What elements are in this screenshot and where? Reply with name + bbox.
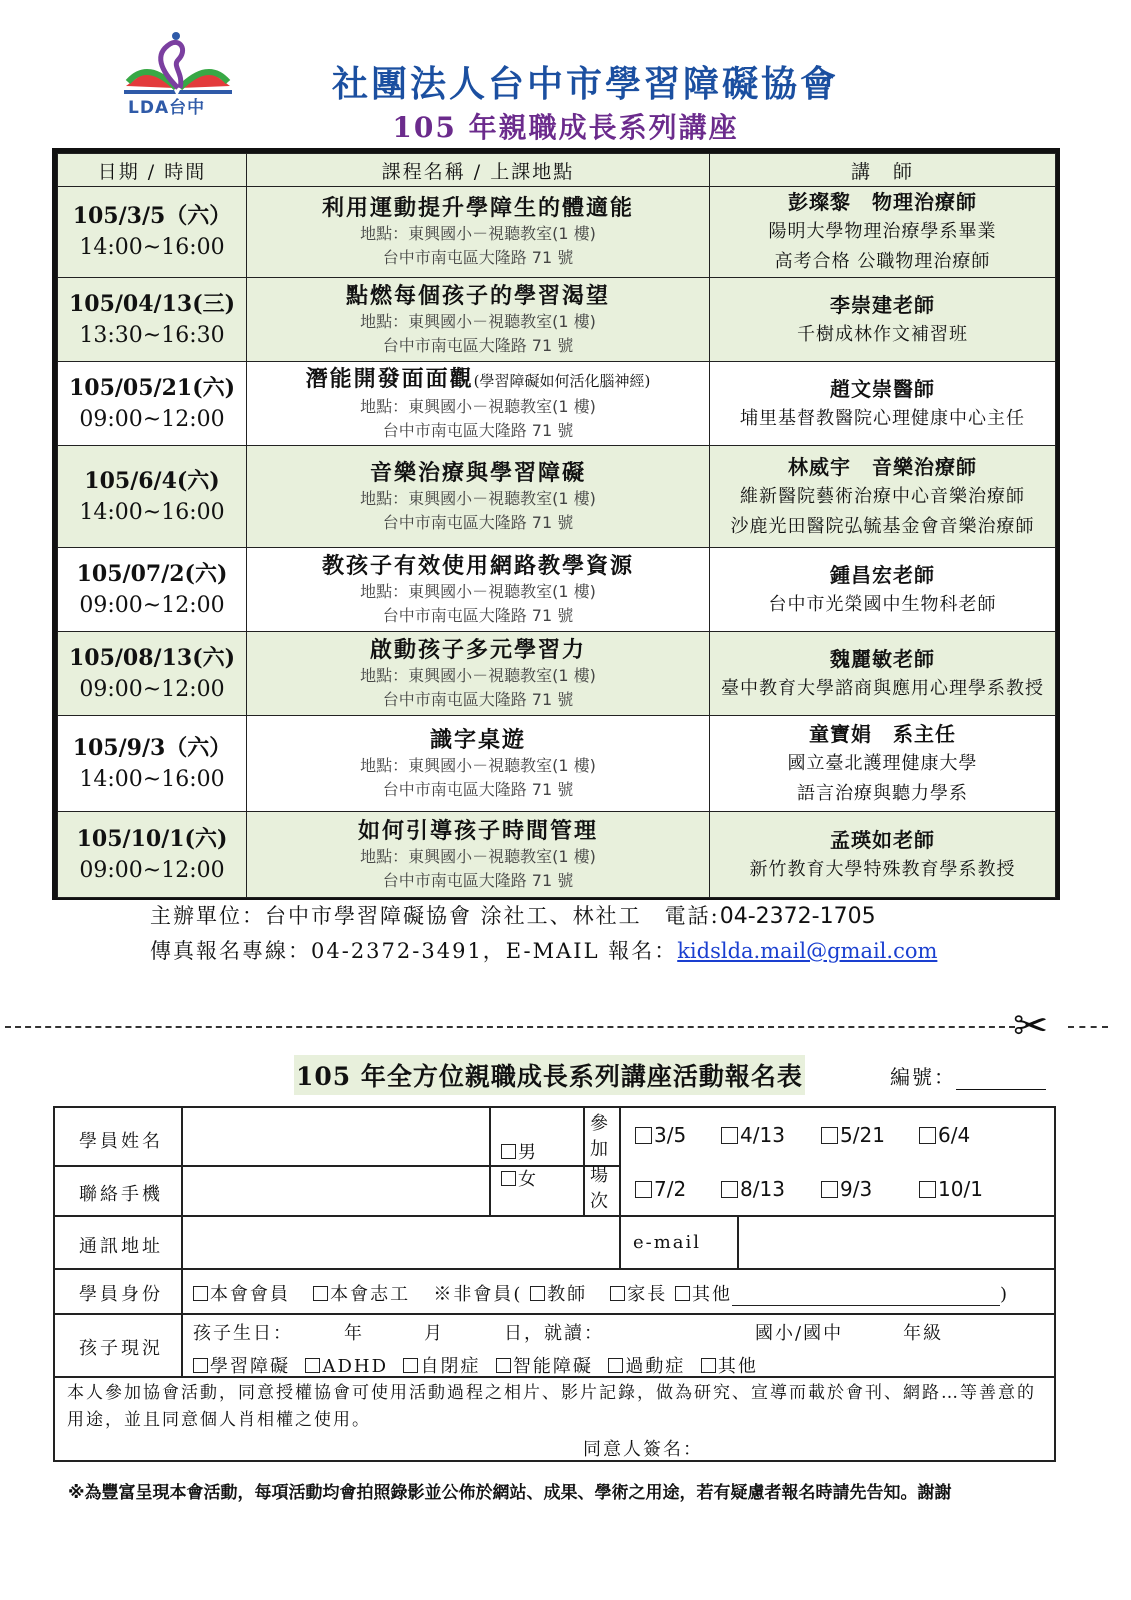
address-label: 通訊地址 <box>79 1236 163 1257</box>
schedule-row <box>58 548 1056 632</box>
session-checkbox[interactable] <box>721 1181 738 1198</box>
condition-other-field[interactable] <box>758 1360 984 1378</box>
schedule-lecturer-cell <box>710 632 1056 716</box>
form-serial <box>890 1061 1046 1090</box>
cut-line <box>5 1026 1015 1028</box>
location-line-2: 台中市南屯區大隆路 71 號 <box>382 779 574 799</box>
schedule-lecturer-cell <box>710 446 1056 548</box>
lecturer-name: 李崇建老師 <box>830 292 935 317</box>
header-date: 日期 / 時間 <box>58 154 247 187</box>
course-title: 教孩子有效使用網路教學資源 <box>321 552 634 579</box>
schedule-course-cell <box>247 632 710 716</box>
contact-organizer <box>150 900 876 930</box>
org-title: 社團法人台中市學習障礙協會 <box>331 63 839 105</box>
identity-nonmember-text: ※非會員( <box>433 1284 523 1305</box>
volunteer-checkbox[interactable] <box>313 1286 328 1301</box>
schedule-lecturer-cell <box>710 278 1056 362</box>
schedule-row <box>58 812 1056 898</box>
location-line-2: 台中市南屯區大隆路 71 號 <box>382 248 574 267</box>
course-note: (學習障礙如何活化腦神經) <box>473 371 651 390</box>
session-option-10-1[interactable]: 10/1 <box>919 1177 983 1201</box>
session-checkbox[interactable] <box>635 1127 652 1144</box>
course-title: 啟動孩子多元學習力 <box>369 636 586 663</box>
condition-checkbox[interactable] <box>403 1358 418 1373</box>
location-line-2: 台中市南屯區大隆路 71 號 <box>382 420 574 440</box>
session-option-4-13[interactable]: 4/13 <box>721 1123 785 1147</box>
session-time: 13:30~16:30 <box>79 322 225 348</box>
cut-line-end <box>1068 1026 1108 1028</box>
signature-row <box>583 1435 969 1461</box>
lecturer-title: 台中市光榮國中生物科老師 <box>768 593 997 615</box>
signature-field[interactable] <box>703 1443 969 1461</box>
condition-adhd-option[interactable]: ADHD <box>305 1356 388 1377</box>
lecturer-title: 千樹成林作文補習班 <box>797 323 968 345</box>
condition-id-option[interactable]: 智能障礙 <box>496 1356 593 1377</box>
location-line-1: 地點：東興國小－視聽教室(1 樓) <box>360 755 596 775</box>
schedule-date-cell <box>58 187 247 278</box>
identity-options: 本會會員 本會志工 ※非會員( 教師 家長 其他 ) <box>193 1280 1009 1306</box>
lecturer-title: 埔里基督教醫院心理健康中心主任 <box>740 407 1025 429</box>
registration-form <box>53 1106 1056 1462</box>
lecturer-title: 國立臺北護理健康大學 <box>787 752 978 774</box>
identity-member-option[interactable]: 本會會員 <box>193 1284 290 1305</box>
phone-field[interactable] <box>183 1166 488 1214</box>
gender-male-option[interactable]: 男 <box>501 1138 538 1164</box>
condition-other-option[interactable]: 其他 <box>701 1356 758 1377</box>
identity-other-option[interactable]: 其他 <box>675 1284 732 1305</box>
location-line-1: 地點：東興國小－視聽教室(1 樓) <box>360 311 596 331</box>
session-option-8-13[interactable]: 8/13 <box>721 1177 785 1201</box>
gender-female-option[interactable]: 女 <box>501 1165 538 1191</box>
organizer-text: 主辦單位：台中市學習障礙協會 涂社工、林社工 電話: <box>150 904 720 928</box>
schedule-course-cell <box>247 812 710 898</box>
child-label: 孩子現況 <box>79 1338 163 1359</box>
session-option-5-21[interactable]: 5/21 <box>821 1123 885 1147</box>
session-checkbox[interactable] <box>919 1127 936 1144</box>
lecturer-title: 高考合格 公職物理治療師 <box>774 251 991 272</box>
session-time: 09:00~12:00 <box>79 676 225 702</box>
sessions-label: 參 加 場 次 <box>590 1113 610 1212</box>
identity-teacher-option[interactable]: 教師 <box>530 1284 587 1305</box>
lecturer-name: 鍾昌宏老師 <box>830 562 935 587</box>
session-date: 105/07/2(六) <box>76 560 228 587</box>
schedule-header-row <box>58 154 1056 187</box>
course-title: 音樂治療與學習障礙 <box>369 459 586 486</box>
lecturer-title: 陽明大學物理治療學系畢業 <box>768 221 997 242</box>
location-line-1: 地點：東興國小－視聽教室(1 樓) <box>360 846 596 866</box>
session-time: 14:00~16:00 <box>79 766 225 792</box>
logo-text: LDA台中 <box>128 98 206 118</box>
session-option-7-2[interactable]: 7/2 <box>635 1177 686 1201</box>
course-title: 點燃每個孩子的學習渴望 <box>345 282 610 309</box>
schedule-lecturer-cell <box>710 812 1056 898</box>
schedule-row <box>58 362 1056 446</box>
lecturer-title: 維新醫院藝術治療中心音樂治療師 <box>740 485 1025 507</box>
scissors-icon: ✂ <box>1013 1001 1049 1050</box>
header-lecturer: 講 師 <box>710 154 1056 187</box>
condition-checkbox[interactable] <box>193 1358 208 1373</box>
condition-checkbox[interactable] <box>701 1358 716 1373</box>
female-checkbox[interactable] <box>501 1171 516 1186</box>
session-date: 105/10/1(六) <box>76 825 228 852</box>
location-line-1: 地點：東興國小－視聽教室(1 樓) <box>360 665 596 685</box>
schedule-date-cell <box>58 548 247 632</box>
session-time: 09:00~12:00 <box>79 857 225 883</box>
identity-label: 學員身份 <box>79 1284 163 1305</box>
schedule-lecturer-cell <box>710 362 1056 446</box>
lecturer-title: 新竹教育大學特殊教育學系教授 <box>749 858 1016 880</box>
location-line-2: 台中市南屯區大隆路 71 號 <box>382 512 574 532</box>
name-label: 學員姓名 <box>79 1131 163 1152</box>
schedule-date-cell <box>58 278 247 362</box>
lecturer-name: 孟瑛如老師 <box>830 827 935 852</box>
serial-label: 編號： <box>890 1065 956 1089</box>
session-option-6-4[interactable]: 6/4 <box>919 1123 970 1147</box>
lecturer-title: 語言治療與聽力學系 <box>797 782 968 804</box>
session-date: 105/08/13(六) <box>68 644 236 671</box>
member-checkbox[interactable] <box>193 1286 208 1301</box>
session-option-9-3[interactable]: 9/3 <box>821 1177 872 1201</box>
schedule-date-cell <box>58 632 247 716</box>
session-checkbox[interactable] <box>919 1181 936 1198</box>
schedule-row <box>58 716 1056 812</box>
location-line-1: 地點：東興國小－視聽教室(1 樓) <box>360 488 596 508</box>
email-field[interactable] <box>739 1217 1053 1267</box>
schedule-row <box>58 632 1056 716</box>
schedule-course-cell <box>247 362 710 446</box>
schedule-date-cell <box>58 812 247 898</box>
consent-text: 本人參加協會活動，同意授權協會可使用活動過程之相片、影片記錄，做為研究、宣導而載於會刊、網路…等善意的用途，並且同意個人肖相權之使用。 <box>67 1383 1036 1430</box>
session-date: 105/04/13(三) <box>68 290 236 317</box>
location-line-1: 地點：東興國小－視聽教室(1 樓) <box>360 224 596 243</box>
location-line-2: 台中市南屯區大隆路 71 號 <box>382 335 574 355</box>
schedule-date-cell <box>58 716 247 812</box>
schedule-date-cell <box>58 362 247 446</box>
course-title: 利用運動提升學障生的體適能 <box>321 195 634 221</box>
schedule-course-cell <box>247 716 710 812</box>
other-checkbox[interactable] <box>675 1286 690 1301</box>
condition-checkbox[interactable] <box>305 1358 320 1373</box>
schedule-row <box>58 187 1056 278</box>
contact-fax-email <box>150 935 937 965</box>
child-birth-text: 孩子生日： 年 月 日，就讀： <box>193 1323 604 1344</box>
session-time: 09:00~12:00 <box>79 406 225 432</box>
session-checkbox[interactable] <box>721 1127 738 1144</box>
male-checkbox[interactable] <box>501 1144 516 1159</box>
condition-autism-option[interactable]: 自閉症 <box>403 1356 480 1377</box>
identity-other-field[interactable] <box>732 1288 1000 1306</box>
session-checkbox[interactable] <box>635 1181 652 1198</box>
schedule-lecturer-cell <box>710 187 1056 278</box>
schedule-course-cell <box>247 187 710 278</box>
condition-hyperactive-option[interactable]: 過動症 <box>608 1356 685 1377</box>
schedule-course-cell <box>247 548 710 632</box>
condition-checkbox[interactable] <box>608 1358 623 1373</box>
lecturer-title: 沙鹿光田醫院弘毓基金會音樂治療師 <box>730 515 1035 537</box>
child-conditions <box>193 1352 984 1378</box>
footnote: ※為豐富呈現本會活動，每項活動均會拍照錄影並公佈於網站、成果、學術之用途，若有疑慮者報名時請先告知。謝謝 <box>68 1483 952 1503</box>
session-time: 09:00~12:00 <box>79 592 225 618</box>
fax-text: 傳真報名專線：04-2372-3491，E-MAIL 報名： <box>150 939 678 963</box>
schedule-row <box>58 278 1056 362</box>
lecturer-name: 魏麗敏老師 <box>830 646 935 671</box>
session-time: 14:00~16:00 <box>79 235 225 260</box>
location-line-2: 台中市南屯區大隆路 71 號 <box>382 870 574 890</box>
form-title: 105 年全方位親職成長系列講座活動報名表 <box>294 1055 805 1095</box>
identity-parent-option[interactable]: 家長 <box>610 1284 667 1305</box>
child-school-text: 國小/國中 年級 <box>755 1323 944 1344</box>
name-field[interactable] <box>183 1108 488 1164</box>
email-label: e-mail <box>633 1232 702 1253</box>
schedule-lecturer-cell <box>710 716 1056 812</box>
course-title: 如何引導孩子時間管理 <box>357 817 598 844</box>
parent-checkbox[interactable] <box>610 1286 625 1301</box>
session-date: 105/6/4(六) <box>84 467 220 494</box>
session-checkbox[interactable] <box>821 1127 838 1144</box>
serial-field[interactable] <box>956 1089 1046 1090</box>
course-title: 潛能開發面面觀 <box>305 365 474 392</box>
teacher-checkbox[interactable] <box>530 1286 545 1301</box>
schedule-lecturer-cell <box>710 548 1056 632</box>
signature-label: 同意人簽名： <box>583 1439 703 1460</box>
schedule-course-cell <box>247 446 710 548</box>
schedule-date-cell <box>58 446 247 548</box>
schedule-course-cell <box>247 278 710 362</box>
schedule-table <box>52 148 1060 900</box>
session-date: 105/05/21(六) <box>68 374 236 401</box>
email-link[interactable]: kidslda.mail@gmail.com <box>677 939 938 963</box>
lecturer-title: 臺中教育大學諮商與應用心理學系教授 <box>721 677 1044 699</box>
location-line-1: 地點：東興國小－視聽教室(1 樓) <box>360 396 596 416</box>
lecturer-name: 童寶娟 系主任 <box>809 721 956 746</box>
phone-number: 04-2372-1705 <box>719 904 876 929</box>
session-date: 105/9/3（六） <box>72 734 232 761</box>
session-date: 105/3/5（六） <box>72 203 232 229</box>
condition-checkbox[interactable] <box>496 1358 511 1373</box>
session-time: 14:00~16:00 <box>79 499 225 525</box>
location-line-1: 地點：東興國小－視聽教室(1 樓) <box>360 581 596 601</box>
condition-ld-option[interactable]: 學習障礙 <box>193 1356 290 1377</box>
lecturer-name: 林威宇 音樂治療師 <box>788 454 977 479</box>
location-line-2: 台中市南屯區大隆路 71 號 <box>382 605 574 625</box>
course-title: 識字桌遊 <box>429 726 526 753</box>
lecturer-name: 趙文崇醫師 <box>830 376 935 401</box>
phone-label: 聯絡手機 <box>79 1184 163 1205</box>
address-field[interactable] <box>183 1217 618 1267</box>
header-course: 課程名稱 / 上課地點 <box>247 154 710 187</box>
location-line-2: 台中市南屯區大隆路 71 號 <box>382 689 574 709</box>
schedule-row <box>58 446 1056 548</box>
identity-volunteer-option[interactable]: 本會志工 <box>313 1284 410 1305</box>
session-checkbox[interactable] <box>821 1181 838 1198</box>
series-title: 105 年親職成長系列講座 <box>392 111 739 144</box>
lecturer-name: 彭璨黎 物理治療師 <box>788 190 977 214</box>
session-option-3-5[interactable]: 3/5 <box>635 1123 686 1147</box>
